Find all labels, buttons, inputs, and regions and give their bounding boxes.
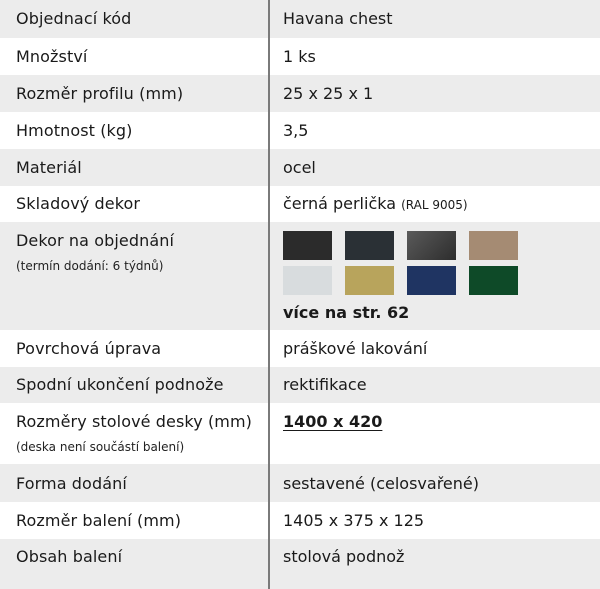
row-value: 25 x 25 x 1 <box>283 84 374 103</box>
row-label: Objednací kód <box>16 9 132 28</box>
row-label: Dekor na objednání <box>16 231 175 250</box>
more-on-page-link: více na str. 62 <box>283 303 410 322</box>
row-value: 1 ks <box>283 47 316 66</box>
row-label: Hmotnost (kg) <box>16 121 133 140</box>
row-value: stolová podnož <box>283 547 405 566</box>
row-label: Skladový dekor <box>16 194 141 213</box>
row-value <box>283 194 468 213</box>
swatch-light-grey <box>283 266 332 295</box>
row-value: 3,5 <box>283 121 309 140</box>
row-label: Množství <box>16 47 88 66</box>
row-value: rektifikace <box>283 375 367 394</box>
stock-decor-name: černá perlička <box>283 194 397 213</box>
column-divider <box>268 0 270 589</box>
row-label: Materiál <box>16 158 82 177</box>
row-value: ocel <box>283 158 316 177</box>
row-label: Povrchová úprava <box>16 339 162 358</box>
row-sublabel: (termín dodání: 6 týdnů) <box>16 259 164 273</box>
row-base-ending <box>0 367 600 403</box>
row-value: 1405 x 375 x 125 <box>283 511 425 530</box>
row-value: Havana chest <box>283 9 393 28</box>
row-value: práškové lakování <box>283 339 428 358</box>
ral-code-note: (RAL 9005) <box>401 198 468 212</box>
row-package-contents <box>0 539 600 589</box>
row-label: Rozměr balení (mm) <box>16 511 182 530</box>
row-label: Rozměry stolové desky (mm) <box>16 412 253 431</box>
row-tabletop-size <box>0 403 600 464</box>
row-label: Spodní ukončení podnože <box>16 375 224 394</box>
swatch-gold <box>345 266 394 295</box>
swatch-anthracite <box>345 231 394 260</box>
row-weight <box>0 112 600 149</box>
row-label: Obsah balení <box>16 547 123 566</box>
row-label: Forma dodání <box>16 474 127 493</box>
row-quantity <box>0 38 600 75</box>
row-order-decor <box>0 222 600 330</box>
row-surface-finish <box>0 330 600 367</box>
swatch-graphite <box>407 231 456 260</box>
swatch-dark-green <box>469 266 518 295</box>
row-order-code <box>0 0 600 38</box>
row-delivery-form <box>0 464 600 502</box>
row-value: 1400 x 420 <box>283 412 383 431</box>
row-label: Rozměr profilu (mm) <box>16 84 184 103</box>
swatch-black-textured <box>283 231 332 260</box>
row-profile-size <box>0 75 600 112</box>
swatch-navy <box>407 266 456 295</box>
row-material <box>0 149 600 186</box>
row-package-size <box>0 502 600 539</box>
row-stock-decor <box>0 186 600 222</box>
swatch-bronze <box>469 231 518 260</box>
row-value: sestavené (celosvařené) <box>283 474 479 493</box>
row-sublabel: (deska není součástí balení) <box>16 440 185 454</box>
